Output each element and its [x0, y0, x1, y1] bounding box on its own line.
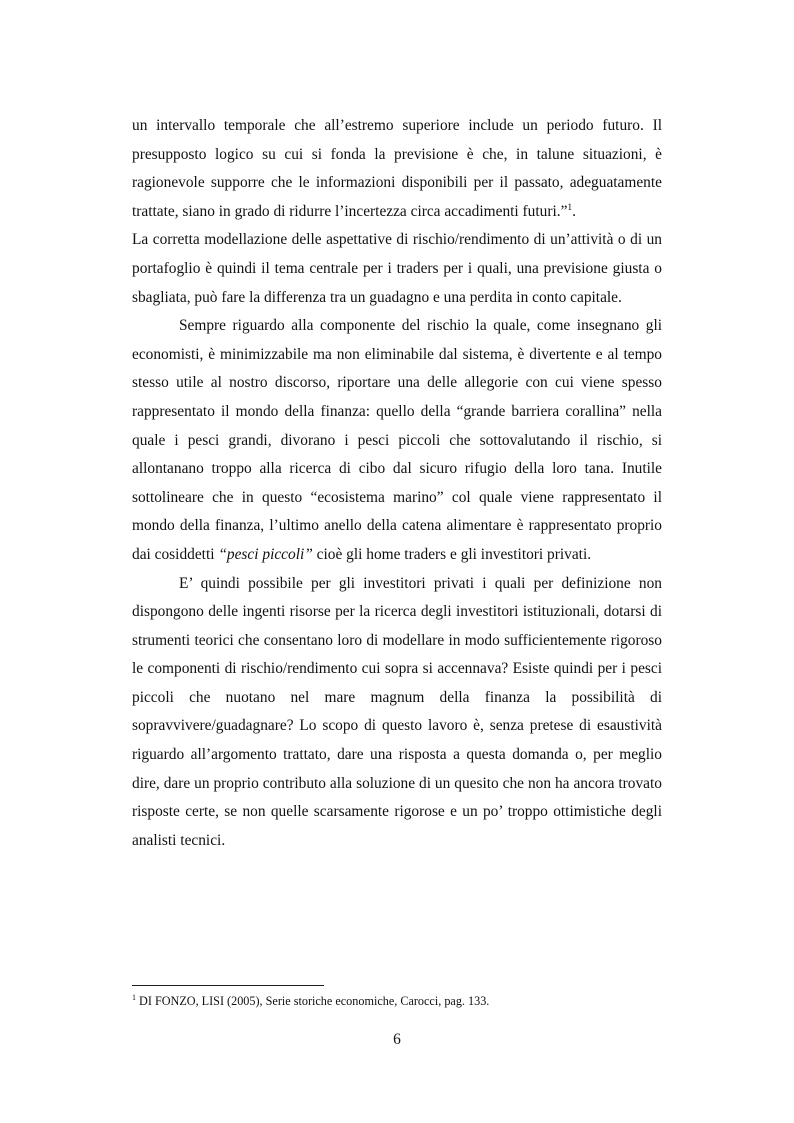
- footnote-divider: [132, 985, 324, 986]
- paragraph-1: [132, 112, 662, 226]
- paragraph-3-text-after: cioè gli home traders e gli investitori privati.: [312, 545, 592, 563]
- paragraph-3-italic: “pesci piccoli”: [218, 545, 313, 563]
- paragraph-3: [132, 312, 662, 569]
- footnote-marker: 1: [132, 992, 136, 1002]
- body-text: [132, 112, 662, 855]
- paragraph-3-text-before: Sempre riguardo alla componente del rischio la quale, come insegnano gli economisti, è minimizzabile ma non eliminabile dal sistema, è divertente e al tempo stesso utile al nostro discorso, riportare una delle allegorie con cui viene spesso rappresentato il mondo della finanza: quello della “grande barriera corallina” nella quale i pesci grandi, divorano i pesci piccoli che sottovalutando il rischio, si allontanano troppo alla ricerca di cibo dal sicuro rifugio della loro tana. Inutile sottolineare che in questo “ecosistema marino” col quale viene rappresentato il mondo della finanza, l’ultimo anello della catena alimentare è rappresentato proprio dai cosiddetti: [132, 317, 662, 563]
- paragraph-1-text: un intervallo temporale che all’estremo superiore include un periodo futuro. Il presupposto logico su cui si fonda la previsione è che, in talune situazioni, è ragionevole supporre che le informazioni disponibili per il passato, adeguatamente trattate, siano in grado di ridurre l’incertezza circa accadimenti futuri.”: [132, 117, 662, 220]
- footnote: [132, 993, 662, 1009]
- paragraph-1-end: .: [572, 202, 577, 220]
- page-number: 6: [393, 1031, 401, 1048]
- footnote-reference: 1: [567, 202, 573, 213]
- paragraph-2: La corretta modellazione delle aspettative di rischio/rendimento di un’attività o di un portafoglio è quindi il tema centrale per i traders per i quali, una previsione giusta o sbagliata, può fare la differenza tra un guadagno e una perdita in conto capitale.: [132, 231, 662, 306]
- paragraph-4: E’ quindi possibile per gli investitori privati i quali per definizione non dispongono delle ingenti risorse per la ricerca degli investitori istituzionali, dotarsi di strumenti teorici che consentano loro di modellare in modo sufficientemente rigoroso le componenti di rischio/rendimento cui sopra si accennava? Esiste quindi per i pesci piccoli che nuotano nel mare magnum della finanza la possibilità di sopravvivere/guadagnare? Lo scopo di questo lavoro è, senza pretese di esaustività riguardo all’argomento trattato, dare una risposta a questa domanda o, per meglio dire, dare un proprio contributo alla soluzione di un quesito che non ha ancora trovato risposte certe, se non quelle scarsamente rigorose e un po’ troppo ottimistiche degli analisti tecnici.: [132, 574, 662, 849]
- footnote-text: DI FONZO, LISI (2005), Serie storiche economiche, Carocci, pag. 133.: [136, 994, 490, 1008]
